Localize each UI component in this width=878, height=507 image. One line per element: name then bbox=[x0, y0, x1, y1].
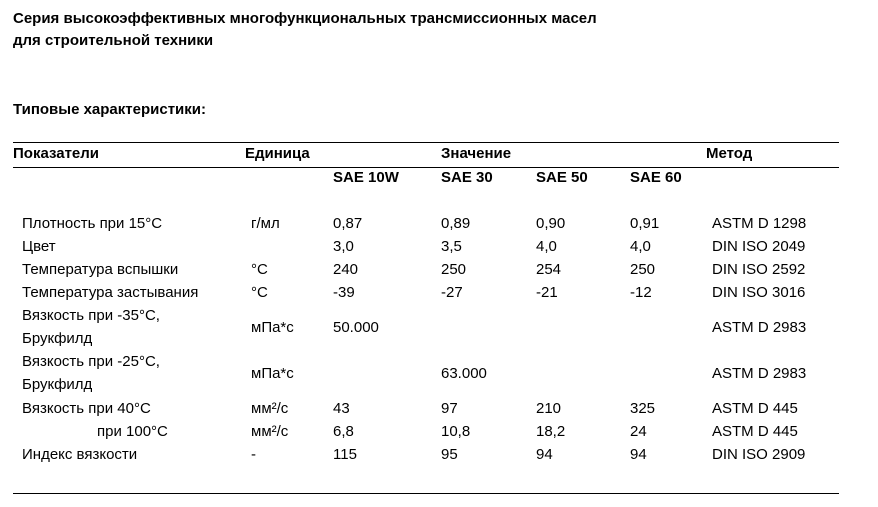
row-flash-point-name: Температура вспышки bbox=[22, 261, 179, 278]
header-indicators: Показатели bbox=[13, 145, 100, 162]
row-density-name: Плотность при 15°C bbox=[22, 215, 163, 232]
header-unit: Единица bbox=[245, 145, 310, 162]
header-grade-sae-60: SAE 60 bbox=[630, 169, 682, 186]
row-pour-point-unit: °C bbox=[251, 284, 268, 301]
row-pour-point-name: Температура застывания bbox=[22, 284, 199, 301]
document-title bbox=[13, 8, 597, 52]
row-visc-40-method: ASTM D 445 bbox=[712, 400, 798, 417]
row-pour-point-method: DIN ISO 3016 bbox=[712, 284, 806, 301]
title-line-1: Серия высокоэффективных многофункциональных трансмиссионных масел bbox=[13, 10, 597, 27]
row-visc-index-name: Индекс вязкости bbox=[22, 446, 138, 463]
row-visc-100-value: 24 bbox=[630, 423, 647, 440]
row-visc-25-name-line1: Вязкость при -25°C, bbox=[22, 353, 160, 370]
row-density-value: 0,90 bbox=[536, 215, 566, 232]
header-grade-sae-50: SAE 50 bbox=[536, 169, 588, 186]
row-visc-100-value: 10,8 bbox=[441, 423, 471, 440]
row-visc-25-name-line2: Брукфилд bbox=[22, 376, 93, 393]
row-visc-40-value: 210 bbox=[536, 400, 562, 417]
title-line-2: для строительной техники bbox=[13, 32, 214, 49]
header-bottom-rule bbox=[13, 167, 839, 168]
row-color-value: 4,0 bbox=[536, 238, 557, 255]
row-flash-point-unit: °C bbox=[251, 261, 268, 278]
row-visc-25-value: 63.000 bbox=[441, 365, 487, 382]
row-visc-35-name-line2: Брукфилд bbox=[22, 330, 93, 347]
row-visc-40-unit: мм²/с bbox=[251, 400, 289, 417]
section-title: Типовые характеристики: bbox=[13, 101, 206, 118]
row-flash-point-value: 254 bbox=[536, 261, 562, 278]
row-visc-25-method: ASTM D 2983 bbox=[712, 365, 807, 382]
row-density-value: 0,91 bbox=[630, 215, 660, 232]
header-grade-sae-10w: SAE 10W bbox=[333, 169, 399, 186]
row-pour-point-value: -12 bbox=[630, 284, 652, 301]
row-visc-100-name: при 100°C bbox=[97, 423, 168, 440]
table-bottom-rule bbox=[13, 493, 839, 494]
row-visc-25-unit: мПа*с bbox=[251, 365, 294, 382]
row-visc-index-method: DIN ISO 2909 bbox=[712, 446, 806, 463]
header-grade-sae-30: SAE 30 bbox=[441, 169, 493, 186]
row-color-value: 3,0 bbox=[333, 238, 354, 255]
row-density-method: ASTM D 1298 bbox=[712, 215, 807, 232]
row-visc-100-method: ASTM D 445 bbox=[712, 423, 798, 440]
row-color-value: 4,0 bbox=[630, 238, 651, 255]
row-density-unit: г/мл bbox=[251, 215, 280, 232]
row-visc-35-name-line1: Вязкость при -35°C, bbox=[22, 307, 160, 324]
row-pour-point-value: -27 bbox=[441, 284, 463, 301]
row-pour-point-value: -39 bbox=[333, 284, 355, 301]
row-flash-point-method: DIN ISO 2592 bbox=[712, 261, 806, 278]
row-color-name: Цвет bbox=[22, 238, 56, 255]
table-top-rule bbox=[13, 142, 839, 143]
row-visc-35-unit: мПа*с bbox=[251, 319, 294, 336]
header-method: Метод bbox=[706, 145, 753, 162]
header-value: Значение bbox=[441, 145, 512, 162]
row-visc-35-value: 50.000 bbox=[333, 319, 379, 336]
row-visc-100-value: 6,8 bbox=[333, 423, 354, 440]
row-visc-index-unit: - bbox=[251, 446, 256, 463]
row-density-value: 0,87 bbox=[333, 215, 363, 232]
row-visc-40-value: 325 bbox=[630, 400, 656, 417]
row-visc-index-value: 95 bbox=[441, 446, 458, 463]
row-visc-index-value: 115 bbox=[333, 446, 357, 463]
row-pour-point-value: -21 bbox=[536, 284, 558, 301]
row-density-value: 0,89 bbox=[441, 215, 471, 232]
row-visc-100-value: 18,2 bbox=[536, 423, 566, 440]
row-color-value: 3,5 bbox=[441, 238, 462, 255]
row-visc-35-method: ASTM D 2983 bbox=[712, 319, 807, 336]
row-flash-point-value: 240 bbox=[333, 261, 359, 278]
row-flash-point-value: 250 bbox=[630, 261, 656, 278]
row-visc-40-value: 97 bbox=[441, 400, 458, 417]
row-flash-point-value: 250 bbox=[441, 261, 467, 278]
row-visc-40-value: 43 bbox=[333, 400, 350, 417]
row-visc-40-name: Вязкость при 40°C bbox=[22, 400, 151, 417]
row-color-method: DIN ISO 2049 bbox=[712, 238, 806, 255]
row-visc-index-value: 94 bbox=[630, 446, 647, 463]
row-visc-index-value: 94 bbox=[536, 446, 553, 463]
row-visc-100-unit: мм²/с bbox=[251, 423, 289, 440]
